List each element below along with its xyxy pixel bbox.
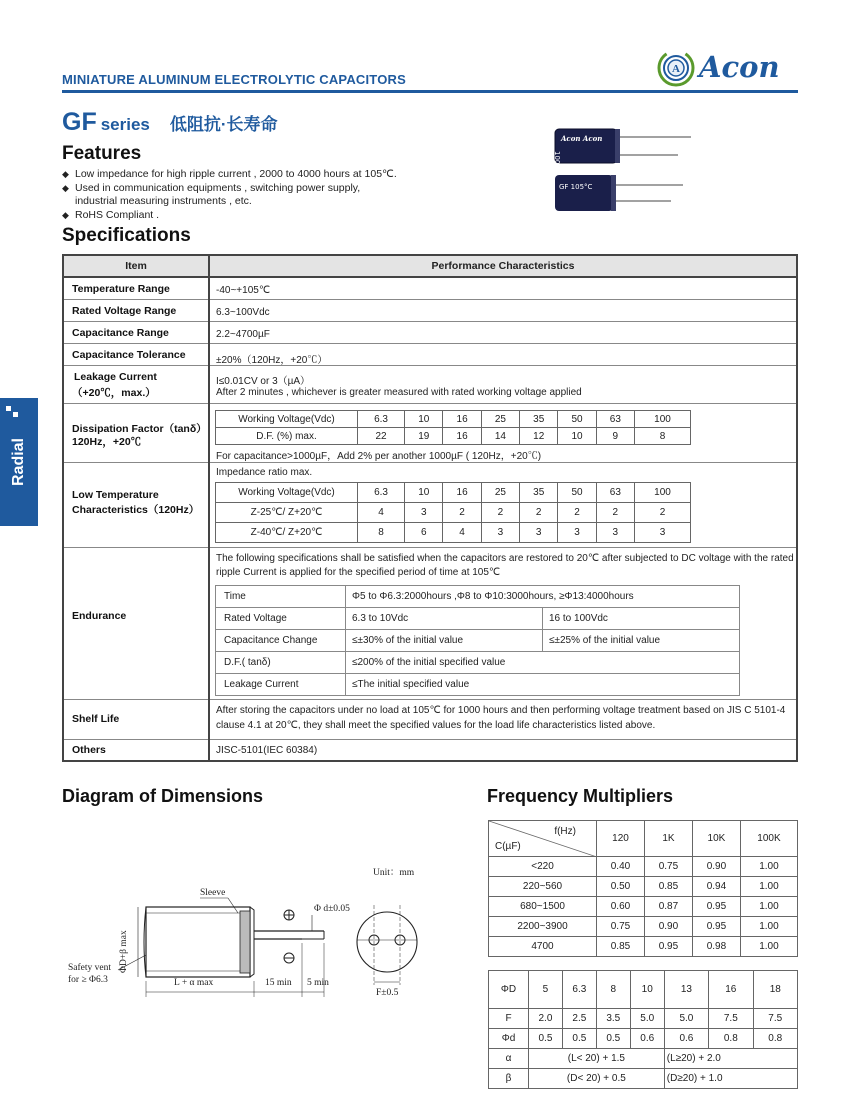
dim-dd-cell: 0.5	[562, 1029, 596, 1049]
table-row	[489, 857, 798, 877]
endurance-df-label: D.F.( tanδ)	[216, 652, 346, 674]
tolerance-label: Capacitance Tolerance	[72, 349, 186, 361]
vent-size-label: for ≥ Φ6.3	[68, 975, 108, 985]
others-value: JISC-5101(IEC 60384)	[216, 745, 318, 756]
dim-beta-b: (D≥20) + 1.0	[664, 1069, 797, 1089]
shelf-label: Shelf Life	[72, 713, 120, 725]
series-code: GF	[62, 108, 97, 136]
endurance-table	[215, 585, 740, 696]
document-title: MINIATURE ALUMINUM ELECTROLYTIC CAPACITORS	[62, 72, 406, 87]
dim-d-cell: 6.3	[562, 971, 596, 1009]
dim-d-cell: 16	[709, 971, 753, 1009]
d-plus-beta-label: ΦD+β max	[119, 930, 129, 973]
freq-cap-cell: 4700	[489, 937, 597, 957]
freq-value-cell: 0.95	[644, 937, 692, 957]
list-item: ◆ Used in communication equipments , switching power supply,	[62, 182, 397, 196]
freq-value-cell: 1.00	[740, 937, 797, 957]
lt-voltage-label: Working Voltage(Vdc)	[216, 483, 358, 503]
lt-voltage-cell: 6.3	[358, 483, 405, 503]
frequency-table	[488, 820, 798, 957]
specifications-table	[62, 254, 798, 762]
lt-z25-cell: 3	[405, 503, 443, 523]
brand-name: Acon	[699, 50, 780, 84]
leakage-note: After 2 minutes , whichever is greater measured with rated working voltage applied	[216, 387, 582, 398]
dim-f-cell: 5.0	[664, 1009, 708, 1029]
df-value-cell: 14	[481, 428, 519, 445]
freq-corner-top: f(Hz)	[554, 826, 576, 837]
freq-value-cell: 0.90	[692, 857, 740, 877]
freq-value-cell: 0.94	[692, 877, 740, 897]
df-voltage-label: Working Voltage(Vdc)	[216, 411, 358, 428]
dimensions-heading: Diagram of Dimensions	[62, 786, 264, 806]
df-value-cell: 16	[443, 428, 481, 445]
freq-value-cell: 1.00	[740, 857, 797, 877]
table-row	[64, 740, 796, 760]
fifteen-min-label: 15 min	[265, 978, 292, 988]
dissipation-label: Dissipation Factor（tanδ）	[72, 423, 207, 435]
freq-value-cell: 0.98	[692, 937, 740, 957]
dim-f-cell: 7.5	[709, 1009, 753, 1029]
dimension-diagram	[62, 855, 442, 1015]
dim-f-cell: 3.5	[596, 1009, 630, 1029]
dim-dd-cell: 0.8	[709, 1029, 753, 1049]
freq-value-cell: 0.95	[692, 917, 740, 937]
length-label: L + α max	[174, 978, 214, 988]
endurance-df-value: ≤200% of the initial specified value	[346, 652, 740, 674]
endurance-rv-label: Rated Voltage	[216, 608, 346, 630]
freq-value-cell: 0.90	[644, 917, 692, 937]
cap2-text: GF 105°C	[559, 183, 593, 191]
features-heading: Features	[62, 143, 142, 164]
table-row	[64, 278, 796, 300]
df-value-cell: 9	[596, 428, 634, 445]
lt-voltage-cell: 63	[596, 483, 634, 503]
dissipation-label-cond: 120Hz，+20℃	[72, 436, 142, 448]
df-voltage-cell: 50	[558, 411, 596, 428]
series-chinese: 低阻抗·长寿命	[169, 115, 278, 134]
freq-value-cell: 0.85	[597, 937, 645, 957]
lt-z25-cell: 2	[443, 503, 481, 523]
freq-header-cell: 1K	[644, 821, 692, 857]
spec-header-row	[64, 256, 796, 278]
lt-voltage-cell: 16	[443, 483, 481, 503]
lt-z40-cell: 3	[520, 523, 558, 543]
freq-header-cell: 120	[597, 821, 645, 857]
lead-diameter-label: Φ d±0.05	[314, 904, 350, 914]
df-voltage-cell: 10	[405, 411, 443, 428]
lt-z25-cell: 4	[358, 503, 405, 523]
lt-voltage-cell: 35	[520, 483, 558, 503]
freq-value-cell: 0.50	[597, 877, 645, 897]
sleeve-label: Sleeve	[200, 888, 226, 898]
lt-z40-cell: 8	[358, 523, 405, 543]
df-voltage-cell: 100	[634, 411, 690, 428]
low-temp-label: Low Temperature	[72, 489, 159, 501]
freq-value-cell: 0.87	[644, 897, 692, 917]
five-min-label: 5 min	[307, 978, 329, 988]
endurance-cc-label: Capacitance Change	[216, 630, 346, 652]
side-tab-label: Radial	[10, 437, 27, 487]
lt-voltage-cell: 50	[558, 483, 596, 503]
freq-cap-cell: 2200~3900	[489, 917, 597, 937]
lt-z25-cell: 2	[596, 503, 634, 523]
freq-corner-cell	[489, 821, 597, 857]
df-label: D.F. (%) max.	[216, 428, 358, 445]
lt-z40-cell: 3	[481, 523, 519, 543]
f-tolerance-label: F±0.5	[376, 988, 399, 998]
freq-value-cell: 1.00	[740, 917, 797, 937]
freq-value-cell: 1.00	[740, 877, 797, 897]
freq-value-cell: 0.85	[644, 877, 692, 897]
leakage-label-cond: （+20℃，max.）	[72, 387, 156, 399]
dim-beta-label: β	[489, 1069, 529, 1089]
table-row	[489, 917, 798, 937]
dim-f-cell: 2.5	[562, 1009, 596, 1029]
df-value-cell: 22	[358, 428, 405, 445]
col-perf-header: Performance Characteristics	[431, 260, 575, 272]
endurance-cc-low: ≤±30% of the initial value	[346, 630, 543, 652]
endurance-time-label: Time	[216, 586, 346, 608]
dim-alpha-a: (L< 20) + 1.5	[529, 1049, 665, 1069]
dim-beta-a: (D< 20) + 0.5	[529, 1069, 665, 1089]
side-tab-radial	[0, 398, 38, 526]
freq-header-cell: 100K	[740, 821, 797, 857]
endurance-intro-2: ripple Current is applied for the specified period of time at 105℃	[216, 567, 501, 578]
table-row	[64, 366, 796, 404]
dim-f-cell: 2.0	[529, 1009, 563, 1029]
vent-label: Safety vent	[68, 963, 112, 973]
dim-alpha-b: (L≥20) + 2.0	[664, 1049, 797, 1069]
dim-dd-cell: 0.5	[596, 1029, 630, 1049]
df-voltage-cell: 16	[443, 411, 481, 428]
rated-voltage-value: 6.3~100Vdc	[216, 307, 270, 318]
leakage-value: I≤0.01CV or 3（µA）	[216, 376, 311, 387]
freq-value-cell: 0.60	[597, 897, 645, 917]
capacitance-label: Capacitance Range	[72, 327, 169, 339]
freq-value-cell: 0.75	[644, 857, 692, 877]
low-temp-intro: Impedance ratio max.	[216, 467, 313, 478]
series-title	[62, 108, 278, 137]
side-tab-mark	[13, 412, 18, 417]
lt-z40-label: Z-40℃/ Z+20℃	[216, 523, 358, 543]
table-row	[489, 937, 798, 957]
specifications-heading: Specifications	[62, 225, 191, 246]
dim-d-cell: 10	[630, 971, 664, 1009]
freq-cap-cell: 680~1500	[489, 897, 597, 917]
header-rule	[62, 90, 798, 93]
svg-text:A: A	[672, 63, 680, 75]
dim-dd-label: Φd	[489, 1029, 529, 1049]
dim-f-cell: 7.5	[753, 1009, 797, 1029]
df-voltage-cell: 25	[481, 411, 519, 428]
list-item-continued: industrial measuring instruments , etc.	[75, 195, 252, 207]
freq-value-cell: 0.95	[692, 897, 740, 917]
low-temp-table	[215, 482, 691, 543]
df-value-cell: 19	[405, 428, 443, 445]
lt-z25-label: Z-25℃/ Z+20℃	[216, 503, 358, 523]
list-item: ◆ Low impedance for high ripple current , 2000 to 4000 hours at 105℃.	[62, 168, 397, 182]
leakage-label: Leakage Current	[74, 371, 157, 383]
lt-z25-cell: 2	[481, 503, 519, 523]
col-item-header: Item	[125, 260, 147, 272]
rated-voltage-label: Rated Voltage Range	[72, 305, 177, 317]
lt-z40-cell: 6	[405, 523, 443, 543]
features-list	[62, 168, 397, 222]
shelf-value-2: clause 4.1 at 20℃, they shall meet the specified values for the load life characteristics listed above.	[216, 720, 656, 731]
lt-voltage-cell: 25	[481, 483, 519, 503]
table-row	[489, 877, 798, 897]
dim-d-cell: 8	[596, 971, 630, 1009]
series-label: series	[100, 115, 150, 134]
freq-cap-cell: 220~560	[489, 877, 597, 897]
dim-f-label: F	[489, 1009, 529, 1029]
others-label: Others	[72, 744, 106, 756]
df-value-cell: 10	[558, 428, 596, 445]
lt-z25-cell: 2	[520, 503, 558, 523]
dim-f-cell: 5.0	[630, 1009, 664, 1029]
dim-dd-cell: 0.5	[529, 1029, 563, 1049]
side-tab-mark	[6, 406, 11, 411]
freq-cap-cell: <220	[489, 857, 597, 877]
lt-voltage-cell: 100	[634, 483, 690, 503]
temperature-value: -40~+105℃	[216, 285, 271, 296]
dim-dd-cell: 0.8	[753, 1029, 797, 1049]
dim-dd-cell: 0.6	[630, 1029, 664, 1049]
dissipation-table	[215, 410, 691, 445]
df-voltage-cell: 6.3	[358, 411, 405, 428]
endurance-cc-high: ≤±25% of the initial value	[543, 630, 740, 652]
low-temp-label-cond: Characteristics（120Hz）	[72, 504, 200, 516]
endurance-rv-low: 6.3 to 10Vdc	[346, 608, 543, 630]
capacitor-photo-icon	[553, 125, 698, 215]
unit-label: Unit：mm	[373, 868, 415, 878]
freq-value-cell: 0.40	[597, 857, 645, 877]
frequency-heading: Frequency Multipliers	[487, 786, 674, 806]
dim-dd-cell: 0.6	[664, 1029, 708, 1049]
table-row	[64, 322, 796, 344]
dimension-table	[488, 970, 798, 1089]
lt-voltage-cell: 10	[405, 483, 443, 503]
lt-z25-cell: 2	[558, 503, 596, 523]
cap1-text: Acon Acon	[561, 134, 603, 143]
dissipation-note: For capacitance>1000µF，Add 2% per another 1000µF ( 120Hz，+20℃)	[216, 451, 542, 462]
freq-corner-bottom: C(µF)	[495, 841, 521, 852]
endurance-time-value: Φ5 to Φ6.3:2000hours ,Φ8 to Φ10:3000hours, ≥Φ13:4000hours	[346, 586, 740, 608]
column-divider	[208, 256, 210, 760]
temperature-label: Temperature Range	[72, 283, 170, 295]
freq-header-cell: 10K	[692, 821, 740, 857]
freq-value-cell: 1.00	[740, 897, 797, 917]
table-row	[489, 897, 798, 917]
dim-d-label: ΦD	[489, 971, 529, 1009]
capacitance-value: 2.2~4700µF	[216, 329, 270, 340]
dim-d-cell: 18	[753, 971, 797, 1009]
endurance-label: Endurance	[72, 610, 127, 622]
lt-z25-cell: 2	[634, 503, 690, 523]
shelf-value: After storing the capacitors under no load at 105℃ for 1000 hours and then performing voltage treatment based on JIS C 5101-4	[216, 705, 786, 716]
df-voltage-cell: 63	[596, 411, 634, 428]
svg-text:1000: 1000	[553, 151, 561, 169]
list-item: ◆ RoHS Compliant .	[62, 209, 397, 223]
endurance-lc-label: Leakage Current	[216, 674, 346, 696]
dim-d-cell: 13	[664, 971, 708, 1009]
endurance-intro: The following specifications shall be satisfied when the capacitors are restored to 20℃ after subjected to DC voltage with the rated	[216, 553, 794, 564]
lt-z40-cell: 3	[596, 523, 634, 543]
endurance-lc-value: ≤The initial specified value	[346, 674, 740, 696]
dim-d-cell: 5	[529, 971, 563, 1009]
freq-value-cell: 0.75	[597, 917, 645, 937]
df-voltage-cell: 35	[520, 411, 558, 428]
lt-z40-cell: 3	[558, 523, 596, 543]
dim-alpha-label: α	[489, 1049, 529, 1069]
df-value-cell: 12	[520, 428, 558, 445]
lt-z40-cell: 4	[443, 523, 481, 543]
df-value-cell: 8	[634, 428, 690, 445]
lt-z40-cell: 3	[634, 523, 690, 543]
endurance-rv-high: 16 to 100Vdc	[543, 608, 740, 630]
tolerance-value: ±20%（120Hz，+20℃）	[216, 355, 328, 366]
